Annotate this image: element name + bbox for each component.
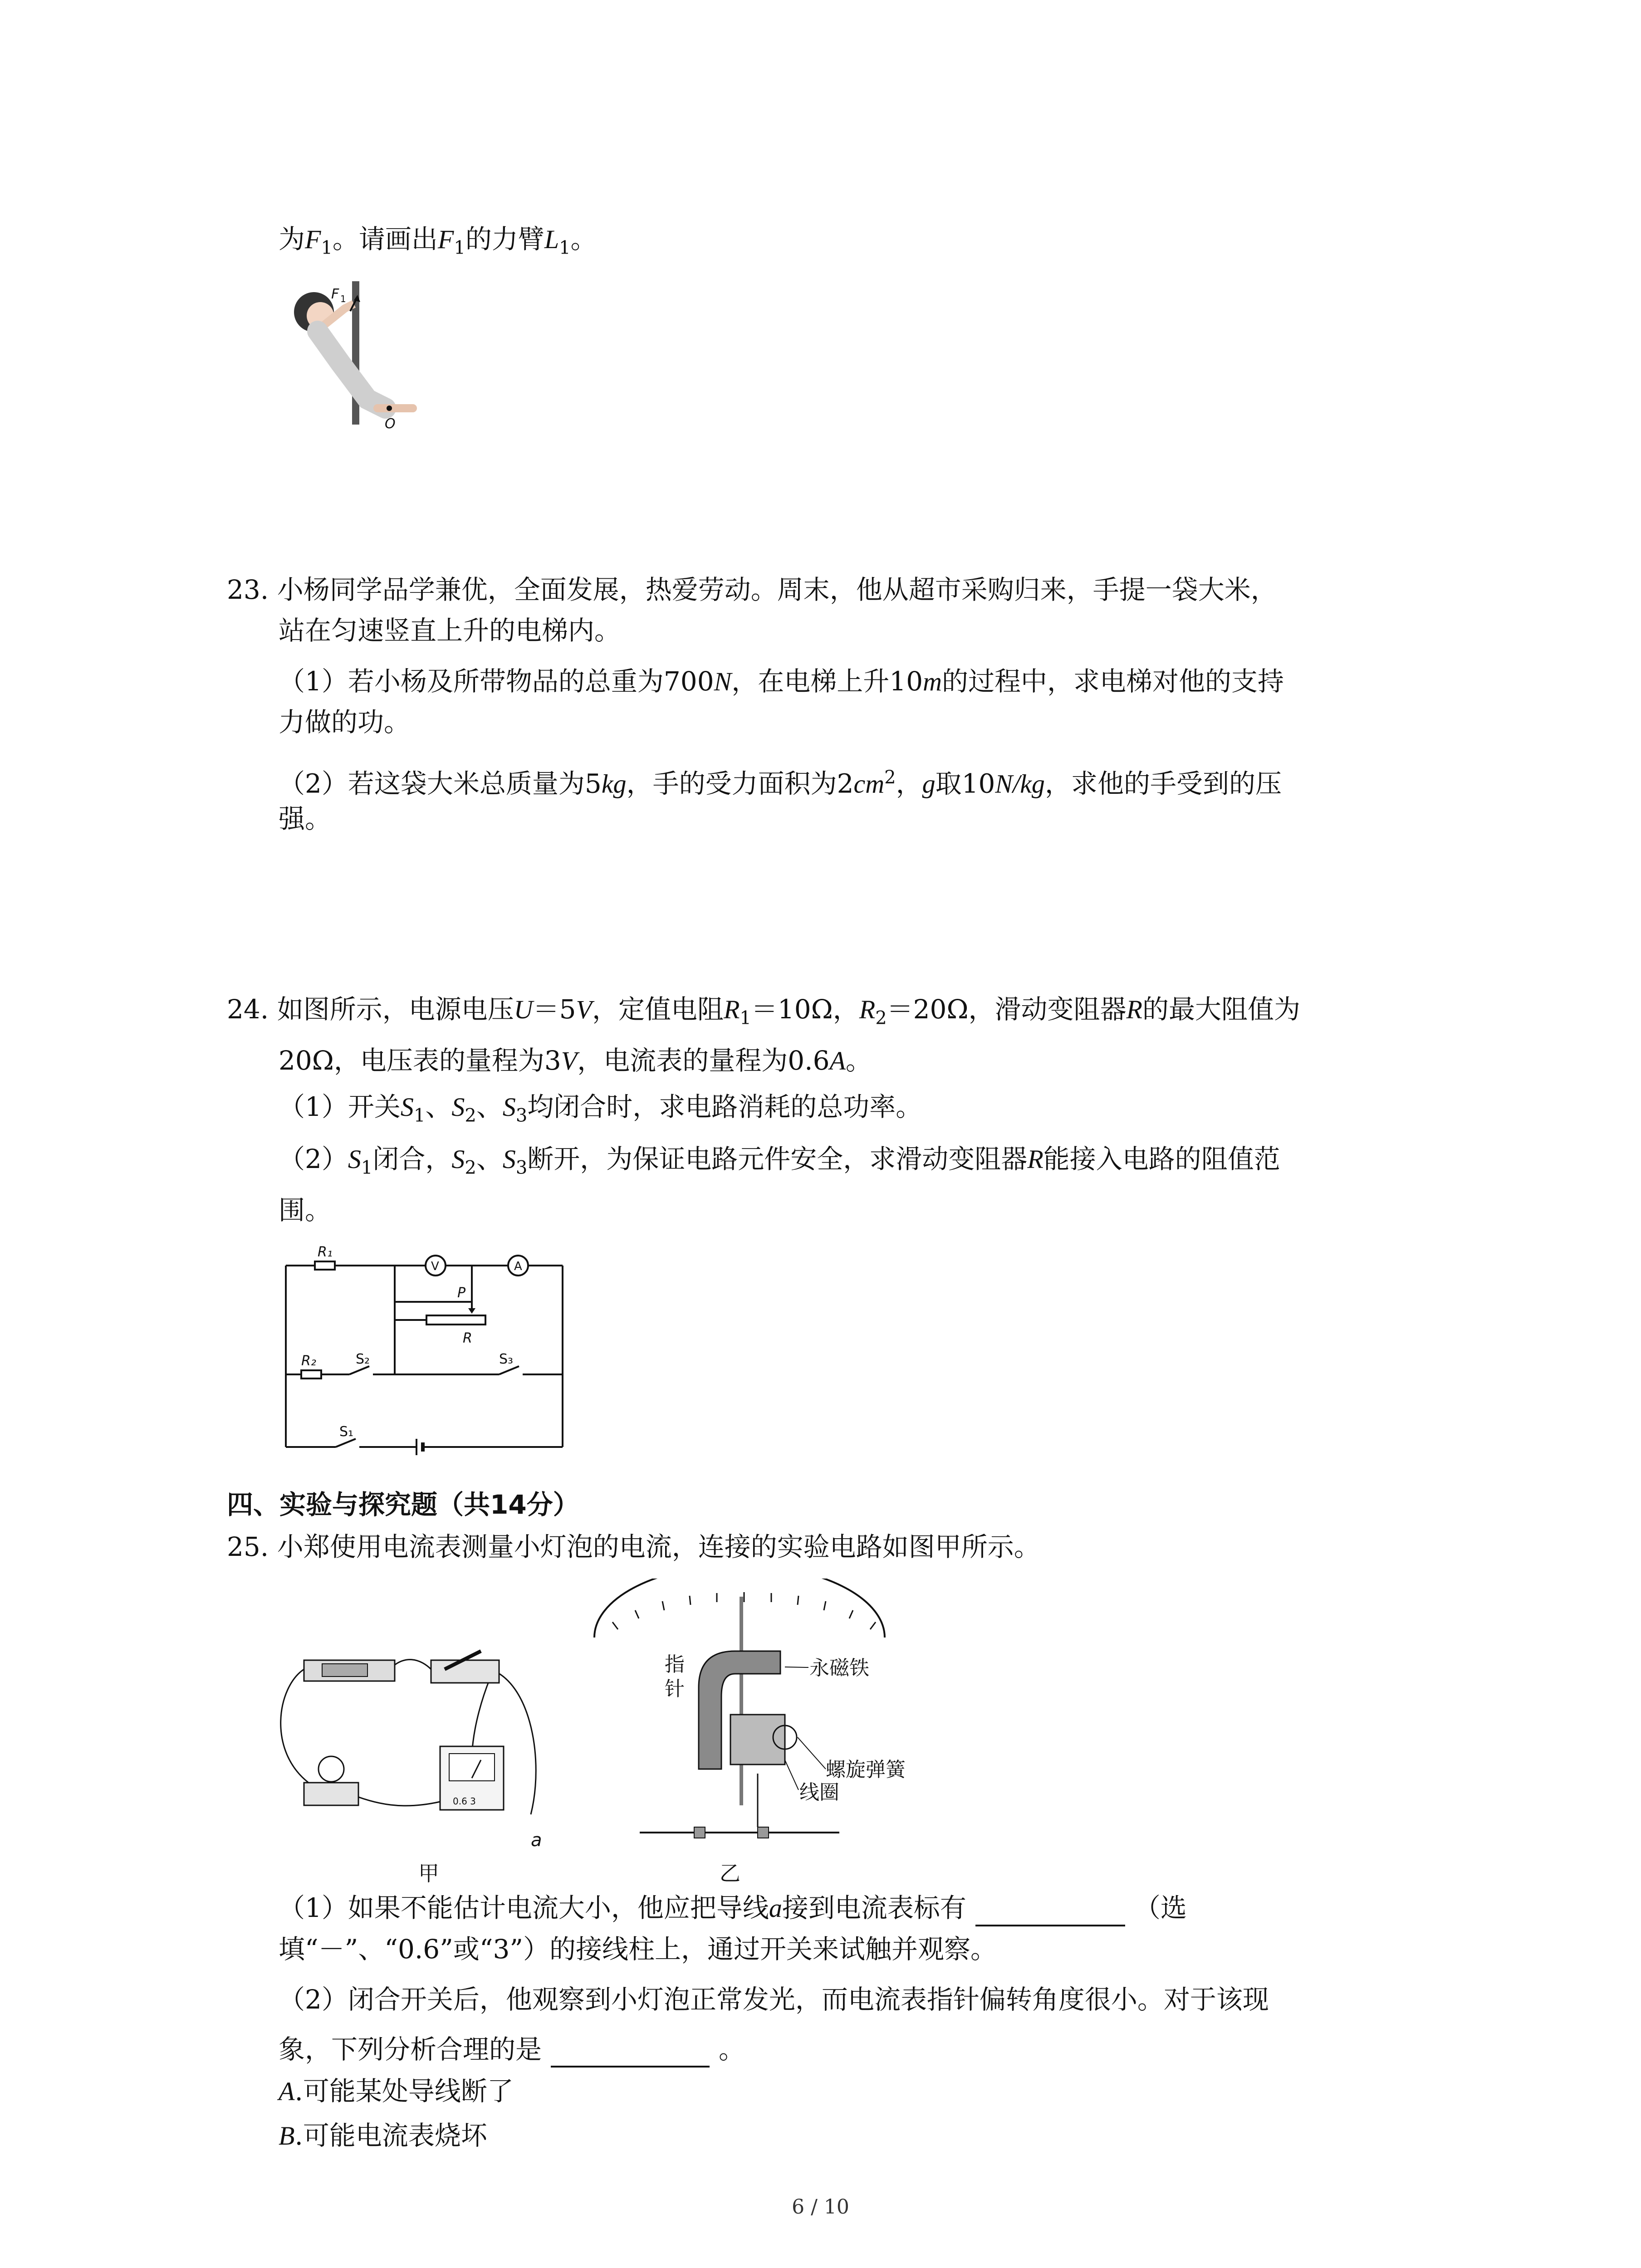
s2-switch <box>349 1366 369 1374</box>
rheostat <box>426 1315 485 1325</box>
s1-switch <box>336 1439 356 1447</box>
force-label-sub: 1 <box>340 293 346 304</box>
q25-figure-yi <box>585 1579 930 1851</box>
rheostat-label: R <box>463 1330 472 1346</box>
bulb <box>318 1756 344 1782</box>
q23-part1: （1）若小杨及所带物品的总重为700N，在电梯上升10m的过程中，求电梯对他的支持 <box>279 666 1284 697</box>
q24-stem-line2: 20Ω，电压表的量程为3V，电流表的量程为0.6A。 <box>279 1045 872 1076</box>
answer-blank-2[interactable] <box>551 2040 710 2068</box>
slider-arrowhead <box>468 1308 475 1314</box>
q25-stem: 25. 小郑使用电流表测量小灯泡的电流，连接的实验电路如图甲所示。 <box>227 1531 1040 1562</box>
s3-switch <box>499 1366 519 1374</box>
pointer-label-1: 指 <box>665 1653 685 1676</box>
q25-part1: （1）如果不能估计电流大小，他应把导线a接到电流表标有 （选 <box>279 1890 1187 1926</box>
section-heading: 四、实验与探究题（共14分） <box>227 1489 579 1520</box>
q25-option-a: A.可能某处导线断了 <box>279 2076 514 2107</box>
meter-ticks <box>612 1592 876 1629</box>
spring-label: 螺旋弹簧 <box>826 1758 906 1781</box>
r1-resistor <box>315 1261 335 1270</box>
r2-resistor <box>301 1370 321 1378</box>
q23-stem-line1: 23. 小杨同学品学兼优，全面发展，热爱劳动。周末，他从超市采购归来，手提一袋大米， <box>227 574 1277 605</box>
pivot-point <box>387 406 392 411</box>
answer-blank-1[interactable] <box>975 1899 1125 1926</box>
coil <box>730 1715 785 1765</box>
q22-figure <box>277 272 431 435</box>
q25-part1-line2: 填“－”、“0.6”或“3”）的接线柱上，通过开关来试触并观察。 <box>279 1934 997 1965</box>
spring-leader <box>798 1737 826 1769</box>
q24-part2: $(2)S_1$闭合，$S_2$、$S_3$断开，为保证电路元件安全，求滑动变阻器R能接入电路的阻值范 <box>279 1144 1280 1178</box>
q25-option-b: B.可能电流表烧坏 <box>279 2120 487 2151</box>
ammeter-label: A <box>514 1260 522 1273</box>
q24-part1: （1）开关$S_1$、$S_2$、$S_3$均闭合时，求电路消耗的总功率。 <box>279 1091 922 1126</box>
s1-label: S₁ <box>339 1424 354 1440</box>
pivot-label: O <box>385 416 396 432</box>
q25-part2-line2: 象，下列分析合理的是 。 <box>279 2031 745 2068</box>
s3-label: S₃ <box>499 1351 514 1367</box>
page-number: 6 / 10 <box>792 2195 849 2219</box>
q25-part2: （2）闭合开关后，他观察到小灯泡正常发光，而电流表指针偏转角度很小。对于该现 <box>279 1984 1269 2015</box>
q24-stem-line1: 24. 如图所示，电源电压U＝5V，定值电阻$R_1=10\Omega$，$R_2=20\Omega$，滑动变阻器R的最大阻值为 <box>227 994 1300 1029</box>
q24-circuit <box>272 1234 572 1456</box>
r1-label: R₁ <box>318 1244 333 1260</box>
fig-label-jia: 甲 <box>418 1861 439 1886</box>
q24-part2-line2: 围。 <box>279 1195 332 1226</box>
battery-cell <box>322 1664 367 1677</box>
pointer-label-2: 针 <box>665 1677 685 1701</box>
q22-line: 为$F_1$。请画出$F_1$的力臂$L_1$。 <box>279 224 597 259</box>
switch-base <box>431 1660 499 1683</box>
slider-label: P <box>457 1285 466 1301</box>
force-label: F <box>331 286 339 302</box>
meter-pointer <box>740 1597 743 1805</box>
terminal-right <box>758 1827 769 1838</box>
s2-label: S₂ <box>356 1351 370 1367</box>
q23-stem-line2: 站在匀速竖直上升的电梯内。 <box>279 615 621 646</box>
magnet-label: 永磁铁 <box>809 1657 869 1680</box>
coil-label: 线圈 <box>799 1781 839 1804</box>
r2-label: R₂ <box>301 1353 316 1369</box>
fig-label-yi: 乙 <box>720 1861 740 1886</box>
voltmeter-label: V <box>431 1260 439 1273</box>
q25-figure-jia <box>277 1633 567 1869</box>
person-body <box>318 331 386 408</box>
q23-part2-line2: 强。 <box>279 803 332 834</box>
ammeter-scale: 0.6 3 <box>453 1796 476 1807</box>
terminal-left <box>694 1827 705 1838</box>
q23-part2: （2）若这袋大米总质量为5kg，手的受力面积为$2cm^2$，g取10N/kg，求他的手受到的压 <box>279 767 1282 799</box>
bulb-base <box>304 1783 358 1805</box>
wire-left <box>281 1669 309 1783</box>
q23-part1-line2: 力做的功。 <box>279 707 411 738</box>
wire-a-label: a <box>531 1830 542 1851</box>
coil-leader <box>785 1760 798 1790</box>
